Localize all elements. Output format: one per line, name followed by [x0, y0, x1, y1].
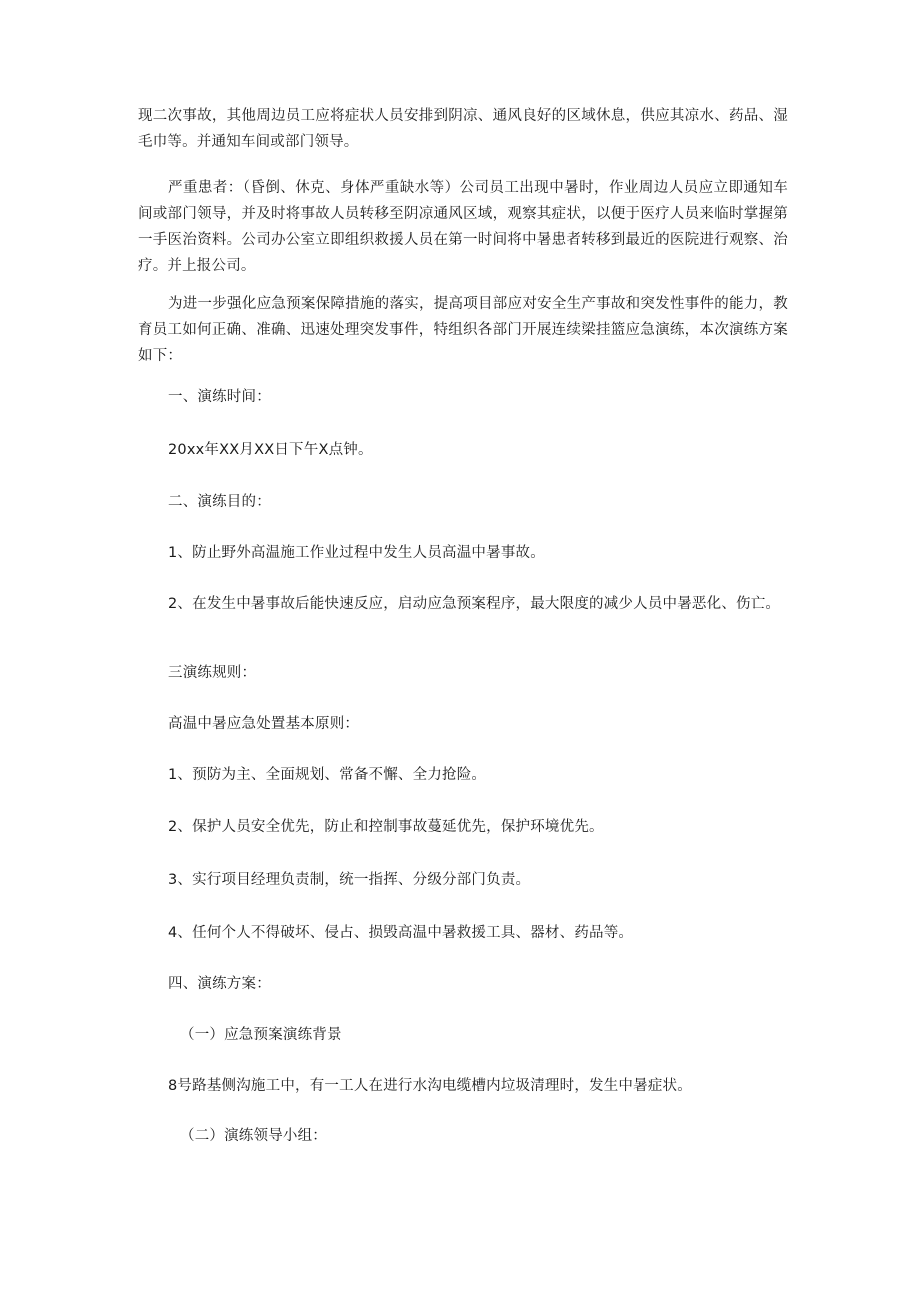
- heading-drill-purpose: 二、演练目的：: [168, 494, 271, 510]
- purpose-item-1: 1、防止野外高温施工作业过程中发生人员高温中暑事故。: [168, 545, 545, 561]
- paragraph-intro: 为进一步强化应急预案保障措施的落实，提高项目部应对安全生产事故和突发性事件的能力，教育员工如何正确、准确、迅速处理突发事件，特组织各部门开展连续梁挂篮应急演练，本次演练方案如下：: [138, 296, 788, 364]
- heading-drill-plan: 四、演练方案：: [168, 976, 271, 992]
- rule-item-3: 3、实行项目经理负责制，统一指挥、分级分部门负责。: [168, 872, 531, 888]
- paragraph-continuation: 现二次事故，其他周边员工应将症状人员安排到阴凉、通风良好的区域休息，供应其凉水、药品、湿毛巾等。并通知车间或部门领导。: [138, 108, 788, 150]
- plan-section-background: （一）应急预案演练背景: [180, 1027, 342, 1043]
- purpose-item-2: 2、在发生中暑事故后能快速反应，启动应急预案程序，最大限度的减少人员中暑恶化、伤亡。: [168, 596, 781, 612]
- plan-background-text: 8号路基侧沟施工中，有一工人在进行水沟电缆槽内垃圾清理时，发生中暑症状。: [168, 1078, 692, 1094]
- plan-section-leadership: （二）演练领导小组：: [180, 1128, 327, 1144]
- heading-drill-time: 一、演练时间：: [168, 389, 271, 405]
- drill-time-value: 20xx年XX月XX日下午X点钟。: [168, 442, 373, 458]
- heading-drill-rules: 三演练规则：: [168, 665, 257, 681]
- rule-item-1: 1、预防为主、全面规划、常备不懈、全力抢险。: [168, 767, 487, 783]
- paragraph-severe-patients: 严重患者：（昏倒、休克、身体严重缺水等）公司员工出现中暑时，作业周边人员应立即通知车间或部门领导，并及时将事故人员转移至阴凉通风区域，观察其症状，以便于医疗人员来临时掌握第一手医治资料。公司办公室立即组织救援人员在第一时间将中暑患者转移到最近的医院进行观察、治疗。并上报公司。: [138, 180, 788, 274]
- rule-item-4: 4、任何个人不得破坏、侵占、损毁高温中暑救援工具、器材、药品等。: [168, 925, 634, 941]
- rules-subheading: 高温中暑应急处置基本原则：: [168, 716, 360, 732]
- rule-item-2: 2、保护人员安全优先，防止和控制事故蔓延优先，保护环境优先。: [168, 819, 604, 835]
